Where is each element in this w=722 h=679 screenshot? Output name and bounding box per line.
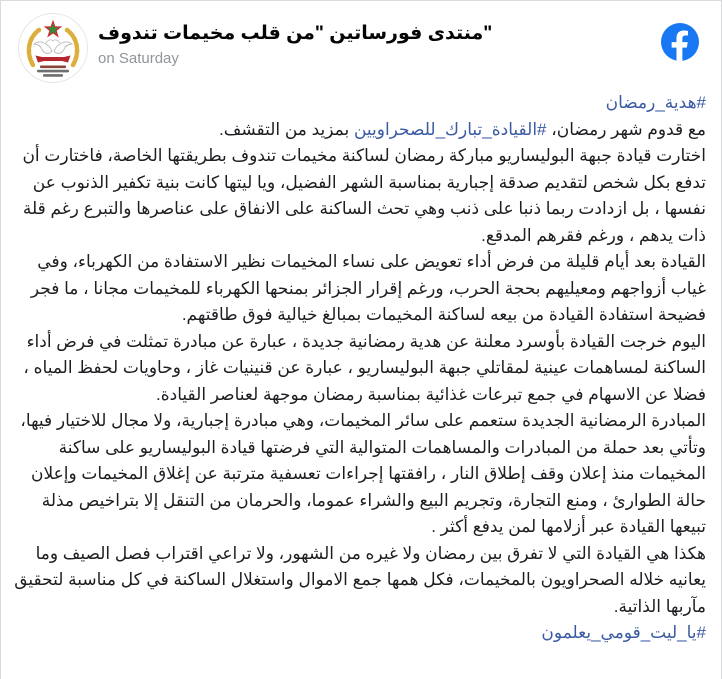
post-paragraph — [11, 408, 706, 541]
post-text: مع قدوم شهر رمضان، — [546, 119, 706, 139]
post-text: بمزيد من التقشف. — [219, 119, 354, 139]
post-timestamp-link[interactable]: on Saturday — [98, 50, 179, 67]
post-paragraph — [11, 143, 706, 249]
hashtag-link[interactable]: #القيادة_تبارك_للصحراويين — [353, 119, 547, 139]
facebook-logo-icon[interactable] — [661, 23, 699, 61]
post-text: هكذا هي القيادة التي لا تفرق بين رمضان ولا غيره من الشهور، ولا تراعي اقتراب فصل الصيف وما يعانيه خلاله الصحراويون بالمخيمات، فكل همها جمع الاموال واستغلال الساكنة في كل مناسبة لتحقيق مآربها الذاتية. — [14, 543, 706, 616]
post-text: اليوم خرجت القيادة بأوسرد معلنة عن هدية رمضانية جديدة ، عبارة عن مبادرة تمثلت في فرض أداء الساكنة لمساهمات عينية لمقاتلي جبهة البوليساريو ، عبارة عن قنينيات غاز ، وحاويات لحفظ المياه ، فضلا عن الاسهام في جمع تبرعات غذائية بمناسبة رمضان موجهة لعناصر القيادة. — [23, 331, 706, 404]
post-paragraph — [11, 249, 706, 329]
post-paragraph — [11, 117, 706, 144]
post-text: القيادة بعد أيام قليلة من فرض أداء تعويض على نساء المخيمات نظير الاستفادة من الكهرباء، وفي غياب أزواجهم ومعيليهم بحجة الحرب، ورغم إقرار الجزائر بمنحها الكهرباء للمخيمات مجانا ، ما فجر فضيحة استفادة القيادة من بيعه لساكنة المخيمات بمبالغ خيالية فوق طاقتهم. — [30, 252, 706, 324]
post-paragraph — [11, 620, 706, 647]
hashtag-link[interactable]: #يا_ليت_قومي_يعلمون — [541, 623, 706, 642]
post-header — [1, 1, 721, 85]
page-name-link[interactable]: "منتدى فورساتين "من قلب مخيمات تندوف — [98, 23, 493, 44]
post-paragraph — [11, 329, 706, 409]
post-paragraph — [11, 90, 706, 117]
page-emblem-logo — [18, 13, 88, 83]
post-text: المبادرة الرمضانية الجديدة ستعمم على سائر المخيمات، وهي مبادرة إجبارية، ولا مجال للاختيار فيها، وتأتي بعد حملة من المبادرات والمساهمات المتوالية التي فرضتها قيادة البوليساريو على ساكنة المخيمات منذ إعلان وقف إطلاق النار ، رافقتها إجراءات تعسفية مترتبة عن إغلاق المخيمات وإعلان حالة الطوارئ ، ومنع التجارة، وتجريم البيع والشراء عموما، والحرمان من التنقل إلا بتراخيص مذلة تبيعها القيادة عبر أزلامها لمن يدفع أكثر . — [20, 411, 706, 536]
post-text: اختارت قيادة جبهة البوليساريو مباركة رمضان لساكنة مخيمات تندوف بطريقتها الخاصة، فاختارت أن تدفع بكل شخص لتقديم صدقة إجبارية بمناسبة الشهر الفضيل، ويا ليتها كانت بنية تكفير الذنوب عن نفسها ، بل ازدادت ربما ذنبا على ذنب وهي تحث الساكنة على الانفاق على عناصرها والتبرع رغم قلة ذات يدهم ، ورغم فقرهم المدقع. — [22, 146, 706, 245]
page-avatar[interactable] — [18, 13, 88, 83]
post-body — [1, 85, 721, 647]
hashtag-link[interactable]: #هدية_رمضان — [605, 93, 706, 112]
header-info — [98, 13, 492, 67]
post-paragraph — [11, 541, 706, 621]
